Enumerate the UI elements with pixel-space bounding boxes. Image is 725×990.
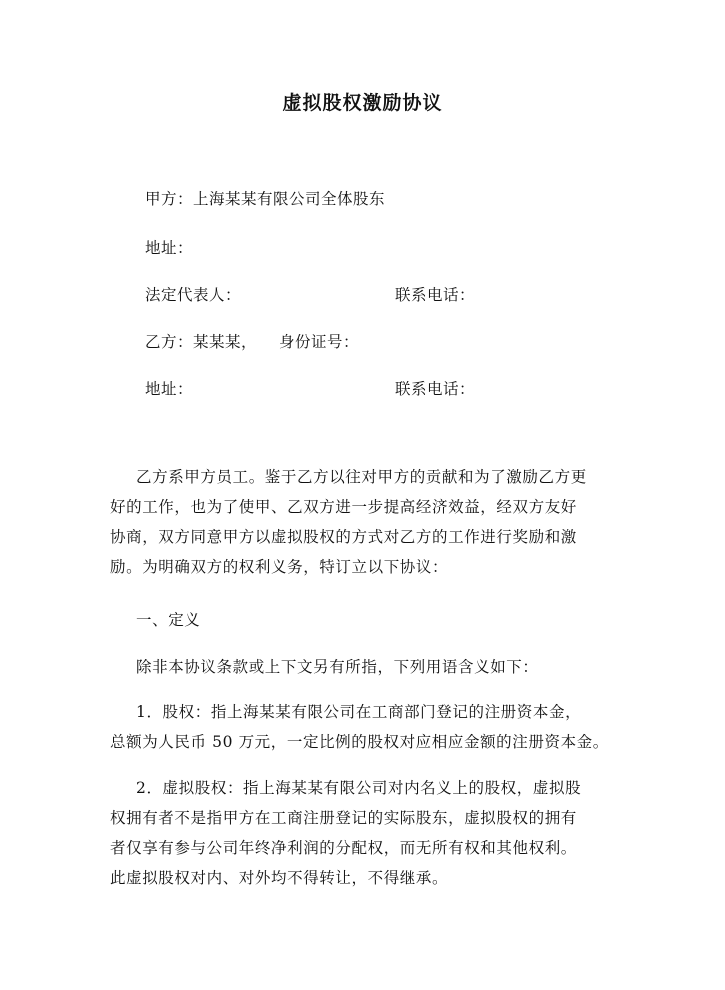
party-a-address-line: [145, 236, 193, 258]
intro-line: 好的工作，也为了使甲、乙双方进一步提高经济效益，经双方友好: [110, 498, 577, 516]
party-b-line: [145, 330, 359, 352]
definition-line: 权拥有者不是指甲方在工商注册登记的实际股东，虚拟股权的拥有: [110, 809, 577, 827]
intro-line: 协商，双方同意甲方以虚拟股权的方式对乙方的工作进行奖励和激: [110, 528, 577, 546]
party-b-address-label: 地址：: [145, 380, 194, 398]
document-title: 虚拟股权激励协议: [282, 92, 443, 114]
legal-rep-label: 法定代表人：: [145, 286, 242, 304]
party-b-phone-label: 联系电话：: [395, 380, 476, 398]
definition-line: 总额为人民币 50 万元，一定比例的股权对应相应金额的注册资本金。: [110, 733, 609, 751]
definition-item-virtual-equity: [110, 773, 630, 893]
definition-line: 2．虚拟股权：指上海某某有限公司对内名义上的股权，虚拟股: [136, 779, 582, 797]
section-heading-definitions: 一、定义: [136, 611, 201, 629]
definition-item-equity: [110, 697, 630, 757]
intro-line: 励。为明确双方的权利义务，特订立以下协议：: [110, 558, 449, 576]
definitions-lead: 除非本协议条款或上下文另有所指，下列用语含义如下：: [136, 658, 539, 676]
party-b-id-label: 身份证号：: [279, 333, 360, 351]
party-a-phone-label: 联系电话：: [395, 286, 476, 304]
intro-line: 乙方系甲方员工。鉴于乙方以往对甲方的贡献和为了激励乙方更: [136, 468, 587, 486]
party-b-name: 乙方：某某某，: [145, 333, 258, 351]
party-b-address-line: [145, 377, 476, 399]
definition-line: 此虚拟股权对内、对外均不得转让，不得继承。: [110, 869, 449, 887]
party-a-rep-line: [145, 283, 476, 305]
definition-line: 者仅享有参与公司年终净利润的分配权，而无所有权和其他权利。: [110, 839, 577, 857]
party-a-address-label: 地址：: [145, 239, 194, 257]
party-a-line: [145, 187, 385, 209]
party-a-name: 甲方：上海某某有限公司全体股东: [145, 190, 386, 208]
intro-paragraph: [110, 462, 630, 582]
definition-line: 1．股权：指上海某某有限公司在工商部门登记的注册资本金，: [136, 703, 582, 721]
